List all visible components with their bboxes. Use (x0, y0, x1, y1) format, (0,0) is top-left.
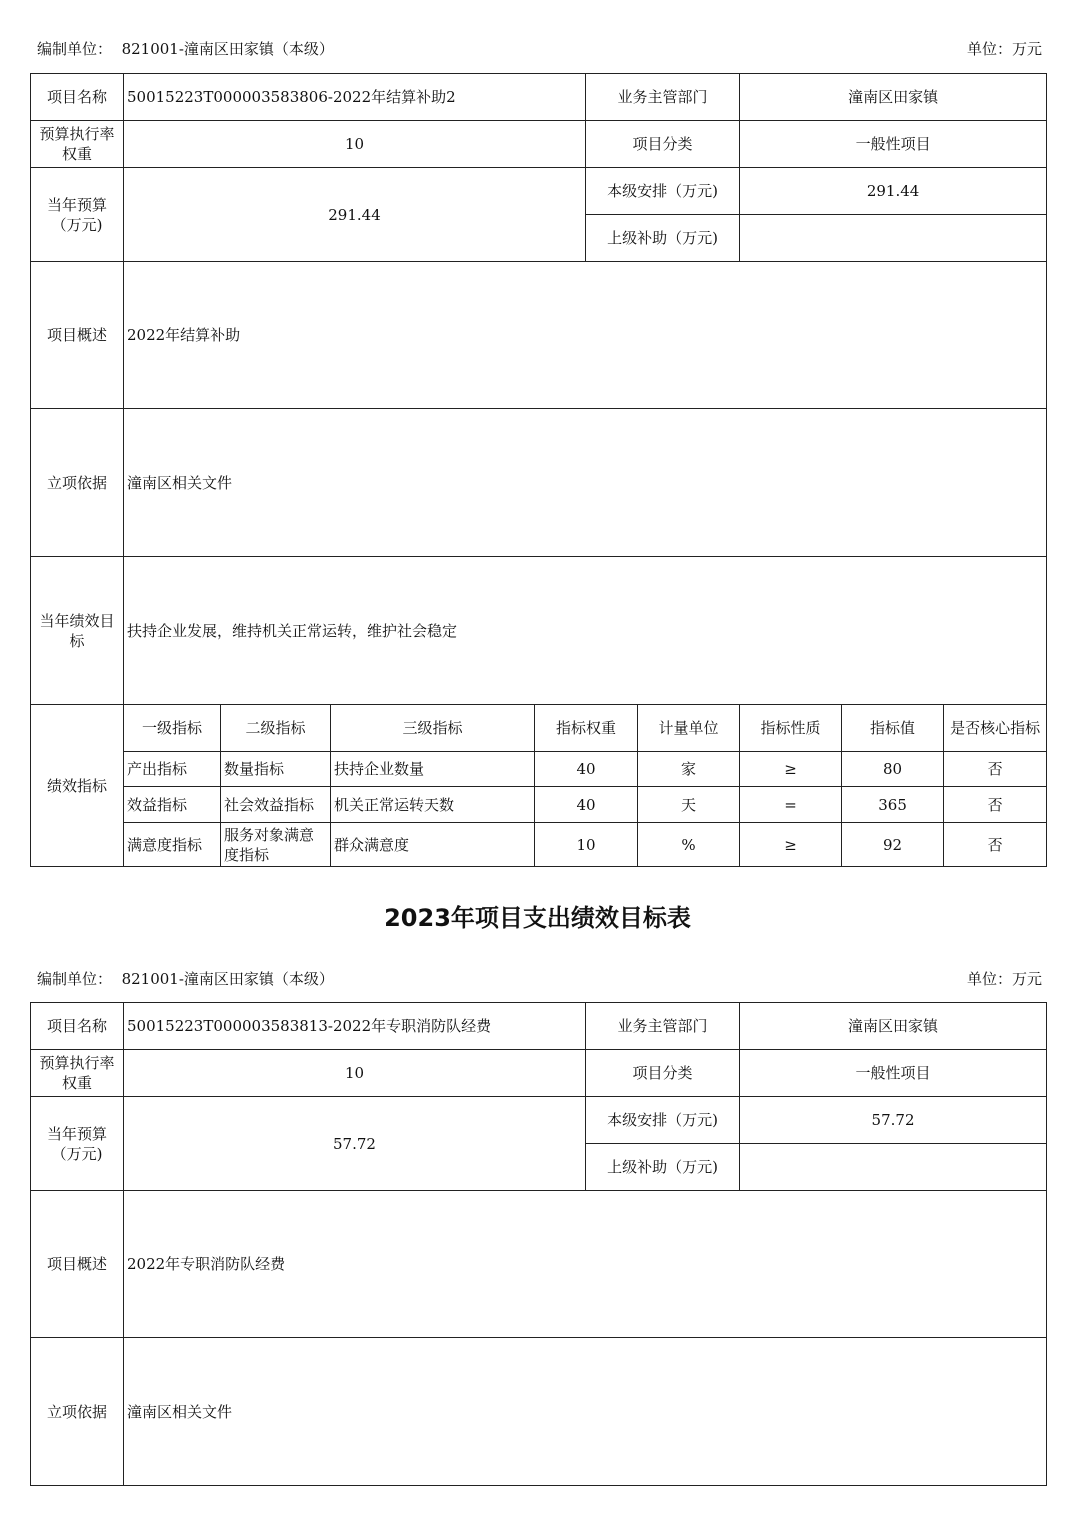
indicators-label: 绩效指标 (31, 705, 124, 867)
indicator-nature: = (740, 787, 842, 823)
header-l2: 二级指标 (221, 705, 331, 752)
unit-header (37, 967, 1042, 991)
unit-line (37, 967, 334, 991)
weight-label: 预算执行率权重 (31, 1050, 124, 1097)
indicator-row (31, 752, 1047, 787)
header-value: 指标值 (842, 705, 944, 752)
local-label: 本级安排（万元) (586, 1097, 740, 1144)
indicator-row (31, 787, 1047, 823)
upper-value (740, 215, 1047, 262)
indicator-l2: 服务对象满意度指标 (221, 823, 331, 867)
budget-value: 291.44 (124, 168, 586, 262)
project-table-1 (30, 73, 1047, 867)
local-label: 本级安排（万元) (586, 168, 740, 215)
dept-value: 潼南区田家镇 (740, 1003, 1047, 1050)
indicator-weight: 40 (535, 752, 638, 787)
indicator-l3: 群众满意度 (331, 823, 535, 867)
project-name-value: 50015223T000003583813-2022年专职消防队经费 (124, 1003, 586, 1050)
unit-header (37, 37, 1042, 61)
project-table-2 (30, 1002, 1047, 1486)
category-label: 项目分类 (586, 121, 740, 168)
header-weight: 指标权重 (535, 705, 638, 752)
page-title: 2023年项目支出绩效目标表 (384, 904, 691, 932)
header-core: 是否核心指标 (944, 705, 1047, 752)
dept-value: 潼南区田家镇 (740, 74, 1047, 121)
budget-value: 57.72 (124, 1097, 586, 1191)
header-l1: 一级指标 (124, 705, 221, 752)
unit-prefix: 编制单位： (37, 40, 113, 58)
indicator-nature: ≥ (740, 823, 842, 867)
basis-label: 立项依据 (31, 1338, 124, 1486)
unit-value: 821001-潼南区田家镇（本级） (121, 970, 334, 988)
goal-value: 扶持企业发展，维持机关正常运转，维护社会稳定 (124, 557, 1047, 705)
indicator-unit: 天 (638, 787, 740, 823)
basis-label: 立项依据 (31, 409, 124, 557)
local-value: 291.44 (740, 168, 1047, 215)
indicator-nature: ≥ (740, 752, 842, 787)
goal-label: 当年绩效目标 (31, 557, 124, 705)
dept-label: 业务主管部门 (586, 1003, 740, 1050)
indicator-l1: 效益指标 (124, 787, 221, 823)
indicator-value: 365 (842, 787, 944, 823)
header-nature: 指标性质 (740, 705, 842, 752)
unit-line (37, 37, 334, 61)
indicator-value: 80 (842, 752, 944, 787)
overview-value: 2022年结算补助 (124, 262, 1047, 409)
indicator-l2: 社会效益指标 (221, 787, 331, 823)
indicator-core: 否 (944, 787, 1047, 823)
project-name-label: 项目名称 (31, 1003, 124, 1050)
overview-label: 项目概述 (31, 1191, 124, 1338)
header-l3: 三级指标 (331, 705, 535, 752)
indicator-unit: % (638, 823, 740, 867)
indicator-unit: 家 (638, 752, 740, 787)
dept-label: 业务主管部门 (586, 74, 740, 121)
budget-label: 当年预算（万元) (31, 168, 124, 262)
category-value: 一般性项目 (740, 1050, 1047, 1097)
unit-value: 821001-潼南区田家镇（本级） (121, 40, 334, 58)
indicator-row (31, 823, 1047, 867)
project-name-label: 项目名称 (31, 74, 124, 121)
budget-label: 当年预算（万元) (31, 1097, 124, 1191)
local-value: 57.72 (740, 1097, 1047, 1144)
indicator-l2: 数量指标 (221, 752, 331, 787)
upper-label: 上级补助（万元) (586, 1144, 740, 1191)
project-name-value: 50015223T000003583806-2022年结算补助2 (124, 74, 586, 121)
unit-prefix: 编制单位： (37, 970, 113, 988)
unit-right: 单位：万元 (966, 40, 1042, 58)
header-unit: 计量单位 (638, 705, 740, 752)
indicator-core: 否 (944, 823, 1047, 867)
weight-value: 10 (124, 1050, 586, 1097)
overview-value: 2022年专职消防队经费 (124, 1191, 1047, 1338)
indicator-l1: 满意度指标 (124, 823, 221, 867)
unit-right: 单位：万元 (966, 970, 1042, 988)
category-value: 一般性项目 (740, 121, 1047, 168)
indicator-l3: 扶持企业数量 (331, 752, 535, 787)
weight-value: 10 (124, 121, 586, 168)
basis-value: 潼南区相关文件 (124, 1338, 1047, 1486)
overview-label: 项目概述 (31, 262, 124, 409)
indicator-weight: 10 (535, 823, 638, 867)
indicator-weight: 40 (535, 787, 638, 823)
weight-label: 预算执行率权重 (31, 121, 124, 168)
upper-label: 上级补助（万元) (586, 215, 740, 262)
indicator-l3: 机关正常运转天数 (331, 787, 535, 823)
basis-value: 潼南区相关文件 (124, 409, 1047, 557)
category-label: 项目分类 (586, 1050, 740, 1097)
indicator-core: 否 (944, 752, 1047, 787)
indicator-value: 92 (842, 823, 944, 867)
indicator-l1: 产出指标 (124, 752, 221, 787)
upper-value (740, 1144, 1047, 1191)
